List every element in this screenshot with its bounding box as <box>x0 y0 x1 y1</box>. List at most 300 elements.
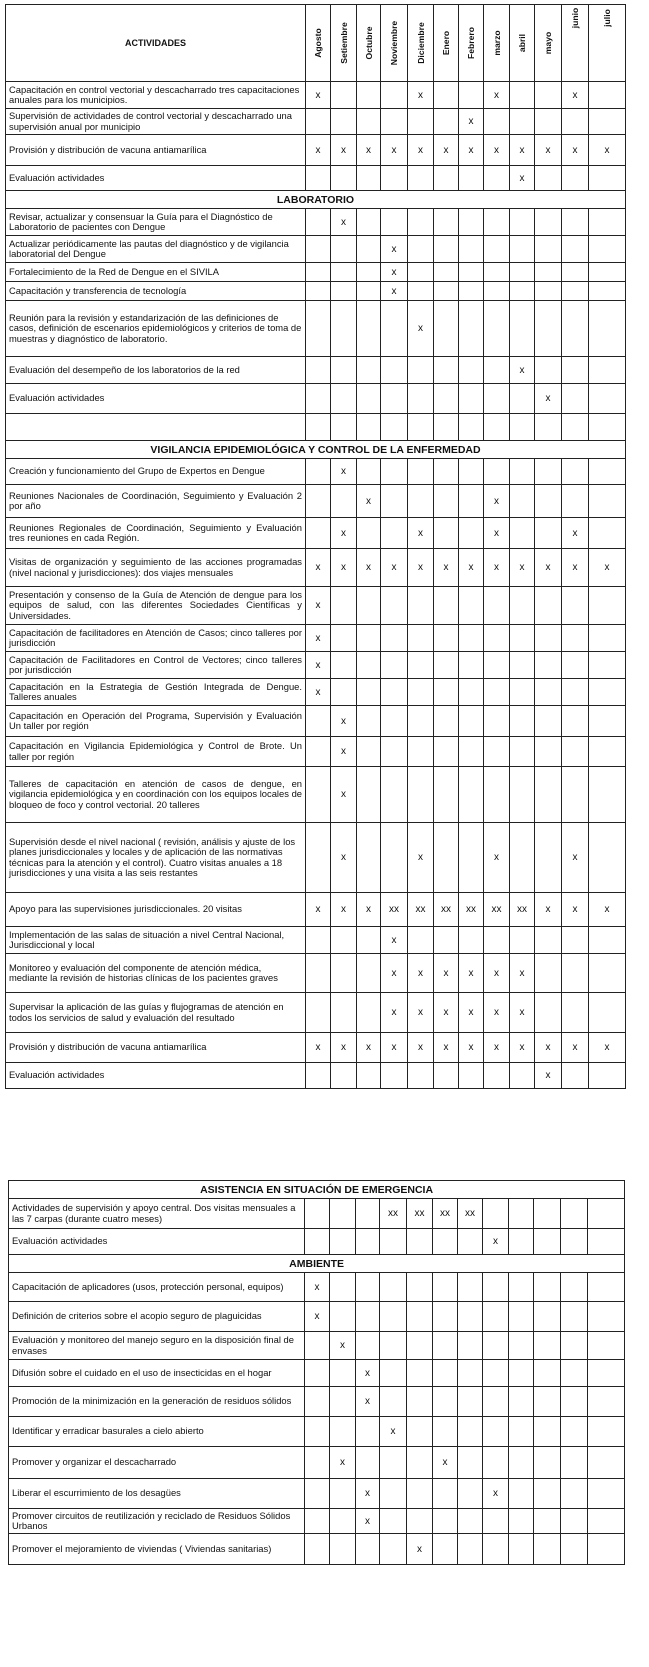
schedule-mark-cell <box>434 927 459 954</box>
schedule-mark-cell <box>433 1509 458 1534</box>
schedule-mark-cell <box>380 1534 407 1565</box>
schedule-mark-cell <box>535 652 562 679</box>
schedule-mark-cell <box>561 1509 588 1534</box>
activity-label: Capacitación de Facilitadores en Control de Vectores; cinco talleres por jurisdicción <box>6 652 306 679</box>
activity-label: Evaluación actividades <box>6 166 306 191</box>
schedule-mark-cell <box>306 927 331 954</box>
schedule-mark-cell <box>534 1332 561 1360</box>
schedule-mark-cell <box>562 282 589 301</box>
activity-label: Difusión sobre el cuidado en el uso de insecticidas en el hogar <box>9 1360 305 1387</box>
activity-label: Evaluación actividades <box>6 1063 306 1089</box>
schedule-mark-cell <box>562 384 589 414</box>
schedule-mark-cell: x <box>510 954 535 993</box>
schedule-mark-cell <box>535 587 562 625</box>
section-title: AMBIENTE <box>9 1255 625 1273</box>
schedule-mark-cell <box>434 737 459 767</box>
schedule-mark-cell: x <box>306 549 331 587</box>
activity-label: Creación y funcionamiento del Grupo de Expertos en Dengue <box>6 459 306 485</box>
schedule-mark-cell <box>458 1360 483 1387</box>
activity-row <box>6 282 626 301</box>
schedule-mark-cell <box>331 301 357 357</box>
schedule-mark-cell <box>510 82 535 109</box>
activity-row <box>6 549 626 587</box>
schedule-mark-cell <box>459 679 484 706</box>
schedule-mark-cell <box>562 652 589 679</box>
schedule-mark-cell: x <box>562 135 589 166</box>
schedule-mark-cell <box>535 166 562 191</box>
activity-label: Provisión y distribución de vacuna antiamarílica <box>6 1033 306 1063</box>
schedule-mark-cell <box>357 236 381 263</box>
schedule-mark-cell <box>357 109 381 135</box>
activity-label: Provisión y distribución de vacuna antiamarílica <box>6 135 306 166</box>
schedule-mark-cell <box>434 767 459 823</box>
schedule-mark-cell <box>561 1479 588 1509</box>
schedule-mark-cell <box>306 706 331 737</box>
schedule-mark-cell <box>510 109 535 135</box>
schedule-mark-cell <box>589 459 626 485</box>
schedule-mark-cell <box>381 679 408 706</box>
schedule-mark-cell <box>535 954 562 993</box>
activity-row <box>9 1332 625 1360</box>
schedule-mark-cell <box>458 1332 483 1360</box>
schedule-mark-cell <box>510 301 535 357</box>
activity-label: Monitoreo y evaluación del componente de atención médica, mediante la revisión de historias clínicas de los pacientes graves <box>6 954 306 993</box>
schedule-mark-cell <box>330 1302 356 1332</box>
schedule-mark-cell <box>306 993 331 1033</box>
schedule-mark-cell <box>356 1417 380 1447</box>
schedule-mark-cell <box>484 625 510 652</box>
schedule-mark-cell: x <box>510 993 535 1033</box>
schedule-mark-cell <box>434 652 459 679</box>
schedule-mark-cell <box>381 384 408 414</box>
schedule-mark-cell <box>510 587 535 625</box>
schedule-mark-cell <box>434 414 459 441</box>
schedule-mark-cell: x <box>381 282 408 301</box>
schedule-mark-cell <box>331 625 357 652</box>
schedule-mark-cell: x <box>331 459 357 485</box>
activity-label: Capacitación de aplicadores (usos, protección personal, equipos) <box>9 1273 305 1302</box>
activity-label: Evaluación actividades <box>9 1229 305 1255</box>
activity-label: Supervisión de actividades de control vectorial y descacharrado una supervisión anual por municipio <box>6 109 306 135</box>
activity-row <box>9 1387 625 1417</box>
schedule-mark-cell <box>305 1199 330 1229</box>
schedule-mark-cell <box>588 1199 625 1229</box>
schedule-mark-cell <box>484 927 510 954</box>
schedule-mark-cell <box>589 823 626 893</box>
schedule-mark-cell: x <box>562 1033 589 1063</box>
schedule-mark-cell <box>356 1199 380 1229</box>
schedule-mark-cell: x <box>306 82 331 109</box>
schedule-mark-cell <box>306 414 331 441</box>
activity-row <box>6 166 626 191</box>
schedule-mark-cell <box>459 1063 484 1089</box>
schedule-mark-cell <box>433 1479 458 1509</box>
schedule-mark-cell <box>459 737 484 767</box>
schedule-mark-cell <box>588 1417 625 1447</box>
schedule-mark-cell <box>589 518 626 549</box>
schedule-mark-cell <box>408 282 434 301</box>
schedule-mark-cell <box>484 263 510 282</box>
schedule-mark-cell: x <box>306 679 331 706</box>
activity-label: Promover el mejoramiento de viviendas ( Viviendas sanitarias) <box>9 1534 305 1565</box>
schedule-mark-cell <box>589 485 626 518</box>
schedule-mark-cell <box>535 414 562 441</box>
schedule-mark-cell: x <box>433 1447 458 1479</box>
activity-row <box>9 1302 625 1332</box>
schedule-mark-cell <box>535 737 562 767</box>
schedule-mark-cell <box>535 82 562 109</box>
schedule-mark-cell: x <box>305 1273 330 1302</box>
schedule-mark-cell <box>535 767 562 823</box>
schedule-mark-cell <box>330 1417 356 1447</box>
activity-label: Talleres de capacitación en atención de casos de dengue, en vigilancia epidemiológica y en coordinación con los equipos locales de bloqueo de foco y control vectorial. 20 talleres <box>6 767 306 823</box>
schedule-mark-cell <box>433 1273 458 1302</box>
schedule-mark-cell <box>589 706 626 737</box>
schedule-mark-cell <box>433 1332 458 1360</box>
activity-row <box>6 518 626 549</box>
activity-row <box>9 1360 625 1387</box>
schedule-mark-cell <box>459 301 484 357</box>
schedule-mark-cell <box>534 1447 561 1479</box>
schedule-mark-cell <box>434 587 459 625</box>
schedule-mark-cell <box>381 767 408 823</box>
schedule-mark-cell <box>357 166 381 191</box>
schedule-mark-cell <box>331 993 357 1033</box>
schedule-mark-cell: x <box>356 1360 380 1387</box>
schedule-mark-cell <box>331 357 357 384</box>
schedule-mark-cell: x <box>381 135 408 166</box>
schedule-mark-cell <box>562 706 589 737</box>
schedule-mark-cell <box>408 1063 434 1089</box>
activity-row <box>6 893 626 927</box>
schedule-mark-cell <box>459 384 484 414</box>
schedule-mark-cell <box>588 1479 625 1509</box>
schedule-mark-cell <box>434 823 459 893</box>
schedule-mark-cell <box>408 767 434 823</box>
schedule-mark-cell <box>357 459 381 485</box>
schedule-mark-cell <box>434 263 459 282</box>
schedule-mark-cell <box>509 1229 534 1255</box>
schedule-mark-cell <box>510 823 535 893</box>
activity-label: Presentación y consenso de la Guía de Atención de dengue para los equipos de salud, con las diferentes Sociedades Científicas y Universidades. <box>6 587 306 625</box>
schedule-mark-cell <box>535 823 562 893</box>
schedule-mark-cell <box>562 993 589 1033</box>
schedule-mark-cell <box>434 209 459 236</box>
schedule-mark-cell <box>331 1063 357 1089</box>
schedule-mark-cell: x <box>589 549 626 587</box>
schedule-mark-cell <box>357 384 381 414</box>
activity-row <box>9 1229 625 1255</box>
schedule-mark-cell: x <box>459 135 484 166</box>
schedule-mark-cell <box>484 706 510 737</box>
schedule-mark-cell: x <box>535 893 562 927</box>
activity-row <box>9 1417 625 1447</box>
month-header: marzo <box>484 5 510 82</box>
activity-label: Promover circuitos de reutilización y reciclado de Residuos Sólidos Urbanos <box>9 1509 305 1534</box>
schedule-mark-cell <box>483 1273 509 1302</box>
schedule-mark-cell <box>535 357 562 384</box>
schedule-mark-cell <box>459 282 484 301</box>
schedule-mark-cell: x <box>381 954 408 993</box>
schedule-mark-cell: xx <box>458 1199 483 1229</box>
activity-row <box>6 767 626 823</box>
schedule-mark-cell <box>408 706 434 737</box>
activity-row <box>6 993 626 1033</box>
schedule-mark-cell: x <box>484 954 510 993</box>
schedule-mark-cell: x <box>535 1063 562 1089</box>
schedule-mark-cell: x <box>408 1033 434 1063</box>
schedule-mark-cell <box>561 1273 588 1302</box>
month-header: junio <box>562 5 589 82</box>
schedule-mark-cell <box>330 1360 356 1387</box>
schedule-mark-cell <box>458 1387 483 1417</box>
schedule-mark-cell <box>357 301 381 357</box>
schedule-mark-cell: x <box>331 209 357 236</box>
schedule-mark-cell <box>562 767 589 823</box>
schedule-mark-cell: x <box>562 518 589 549</box>
schedule-mark-cell: x <box>459 109 484 135</box>
schedule-mark-cell <box>381 357 408 384</box>
schedule-mark-cell <box>459 236 484 263</box>
schedule-mark-cell <box>510 282 535 301</box>
schedule-mark-cell <box>510 485 535 518</box>
activity-row <box>6 263 626 282</box>
schedule-mark-cell <box>534 1360 561 1387</box>
schedule-mark-cell <box>483 1332 509 1360</box>
schedule-mark-cell: x <box>306 587 331 625</box>
schedule-mark-cell: x <box>356 1509 380 1534</box>
schedule-mark-cell: x <box>408 954 434 993</box>
schedule-mark-cell <box>306 166 331 191</box>
schedule-mark-cell <box>562 263 589 282</box>
schedule-mark-cell <box>356 1534 380 1565</box>
schedule-mark-cell <box>306 518 331 549</box>
schedule-mark-cell <box>458 1447 483 1479</box>
activity-label: Definición de criterios sobre el acopio seguro de plaguicidas <box>9 1302 305 1332</box>
section-title: ASISTENCIA EN SITUACIÓN DE EMERGENCIA <box>9 1181 625 1199</box>
schedule-mark-cell: xx <box>408 893 434 927</box>
activity-row <box>6 357 626 384</box>
schedule-mark-cell <box>534 1534 561 1565</box>
schedule-mark-cell: x <box>510 135 535 166</box>
schedule-mark-cell <box>434 301 459 357</box>
schedule-mark-cell <box>458 1417 483 1447</box>
schedule-mark-cell <box>381 82 408 109</box>
schedule-mark-cell: x <box>381 236 408 263</box>
schedule-mark-cell <box>589 587 626 625</box>
schedule-mark-cell <box>484 1063 510 1089</box>
schedule-mark-cell <box>589 263 626 282</box>
schedule-mark-cell: x <box>434 549 459 587</box>
month-header: Enero <box>434 5 459 82</box>
schedule-mark-cell: xx <box>380 1199 407 1229</box>
activity-row <box>9 1447 625 1479</box>
schedule-mark-cell <box>458 1534 483 1565</box>
activity-row <box>6 485 626 518</box>
schedule-mark-cell <box>306 737 331 767</box>
schedule-mark-cell <box>458 1509 483 1534</box>
schedule-mark-cell <box>330 1229 356 1255</box>
schedule-mark-cell: x <box>306 135 331 166</box>
schedule-mark-cell <box>331 282 357 301</box>
schedule-mark-cell <box>562 209 589 236</box>
schedule-mark-cell: x <box>484 82 510 109</box>
schedule-mark-cell <box>459 459 484 485</box>
schedule-mark-cell <box>588 1229 625 1255</box>
schedule-mark-cell <box>535 679 562 706</box>
schedule-mark-cell: xx <box>434 893 459 927</box>
activity-row <box>6 823 626 893</box>
section-header-row <box>6 441 626 459</box>
schedule-mark-cell <box>408 625 434 652</box>
schedule-mark-cell <box>380 1447 407 1479</box>
activity-label: Supervisión desde el nivel nacional ( revisión, análisis y ajuste de los planes jurisdiccionales y locales y de aplicación de las normativas técnicas para la atención y el control). Cuatro visitas anuales a 18 jurisdicciones y una visita a las seis restantes <box>6 823 306 893</box>
schedule-mark-cell <box>459 209 484 236</box>
schedule-mark-cell: x <box>535 135 562 166</box>
schedule-mark-cell <box>562 1063 589 1089</box>
schedule-mark-cell <box>381 706 408 737</box>
schedule-mark-cell <box>484 679 510 706</box>
schedule-mark-cell <box>535 109 562 135</box>
schedule-mark-cell <box>534 1302 561 1332</box>
schedule-mark-cell <box>357 679 381 706</box>
activity-label: Promover y organizar el descacharrado <box>9 1447 305 1479</box>
activity-row <box>6 1033 626 1063</box>
schedule-mark-cell: x <box>510 357 535 384</box>
schedule-mark-cell <box>331 82 357 109</box>
schedule-mark-cell <box>459 82 484 109</box>
schedule-mark-cell <box>459 166 484 191</box>
schedule-mark-cell: x <box>408 82 434 109</box>
activity-label: Capacitación y transferencia de tecnología <box>6 282 306 301</box>
schedule-mark-cell <box>484 737 510 767</box>
schedule-mark-cell <box>562 927 589 954</box>
activity-label: Actividades de supervisión y apoyo central. Dos visitas mensuales a las 7 carpas (durante cuatro meses) <box>9 1199 305 1229</box>
schedule-mark-cell <box>589 737 626 767</box>
activity-row <box>6 109 626 135</box>
schedule-mark-cell <box>408 459 434 485</box>
schedule-mark-cell <box>483 1509 509 1534</box>
schedule-mark-cell: x <box>305 1302 330 1332</box>
activity-label: Capacitación en la Estrategia de Gestión Integrada de Dengue. Talleres anuales <box>6 679 306 706</box>
schedule-mark-cell <box>534 1479 561 1509</box>
schedule-mark-cell <box>562 236 589 263</box>
schedule-mark-cell <box>408 652 434 679</box>
schedule-mark-cell <box>356 1302 380 1332</box>
month-header: Noviembre <box>381 5 408 82</box>
schedule-mark-cell <box>589 357 626 384</box>
schedule-mark-cell <box>509 1360 534 1387</box>
schedule-mark-cell <box>356 1447 380 1479</box>
schedule-mark-cell <box>434 518 459 549</box>
schedule-mark-cell <box>306 459 331 485</box>
schedule-mark-cell <box>306 263 331 282</box>
schedule-mark-cell: x <box>381 927 408 954</box>
schedule-mark-cell <box>562 679 589 706</box>
schedule-mark-cell: x <box>306 1033 331 1063</box>
schedule-mark-cell <box>484 109 510 135</box>
schedule-mark-cell: x <box>434 135 459 166</box>
activity-label: Reuniones Regionales de Coordinación, Seguimiento y Evaluación tres reuniones en cada Región. <box>6 518 306 549</box>
schedule-mark-cell: x <box>408 549 434 587</box>
schedule-mark-cell <box>357 823 381 893</box>
schedule-mark-cell: x <box>510 166 535 191</box>
schedule-mark-cell <box>306 485 331 518</box>
activity-row <box>6 587 626 625</box>
schedule-mark-cell <box>562 109 589 135</box>
header-row <box>6 5 626 82</box>
schedule-mark-cell <box>589 209 626 236</box>
schedule-mark-cell <box>381 625 408 652</box>
schedule-mark-cell <box>562 459 589 485</box>
schedule-mark-cell <box>434 282 459 301</box>
schedule-mark-cell: x <box>589 893 626 927</box>
schedule-mark-cell <box>408 166 434 191</box>
schedule-mark-cell: x <box>330 1447 356 1479</box>
schedule-mark-cell <box>380 1387 407 1417</box>
schedule-mark-cell <box>357 652 381 679</box>
schedule-mark-cell <box>510 459 535 485</box>
schedule-mark-cell <box>459 357 484 384</box>
schedule-mark-cell <box>459 485 484 518</box>
schedule-mark-cell <box>381 485 408 518</box>
schedule-mark-cell <box>407 1479 433 1509</box>
schedule-mark-cell <box>357 518 381 549</box>
schedule-mark-cell <box>510 384 535 414</box>
schedule-mark-cell: xx <box>459 893 484 927</box>
schedule-mark-cell <box>458 1302 483 1332</box>
schedule-mark-cell <box>306 209 331 236</box>
activity-row <box>6 927 626 954</box>
schedule-mark-cell <box>331 679 357 706</box>
schedule-mark-cell <box>509 1273 534 1302</box>
activity-row <box>9 1534 625 1565</box>
schedule-mark-cell <box>509 1447 534 1479</box>
schedule-mark-cell <box>510 652 535 679</box>
schedule-mark-cell <box>331 652 357 679</box>
schedule-mark-cell <box>381 301 408 357</box>
schedule-mark-cell <box>380 1229 407 1255</box>
schedule-mark-cell <box>305 1360 330 1387</box>
schedule-mark-cell: x <box>510 1033 535 1063</box>
schedule-mark-cell <box>510 706 535 737</box>
schedule-mark-cell <box>434 679 459 706</box>
actividades-header: ACTIVIDADES <box>6 5 306 82</box>
schedule-mark-cell <box>306 301 331 357</box>
schedule-mark-cell <box>357 954 381 993</box>
schedule-mark-cell <box>408 679 434 706</box>
schedule-mark-cell <box>510 518 535 549</box>
schedule-mark-cell <box>408 209 434 236</box>
schedule-mark-cell <box>306 357 331 384</box>
schedule-mark-cell <box>381 414 408 441</box>
schedule-mark-cell: x <box>331 135 357 166</box>
schedule-mark-cell <box>433 1302 458 1332</box>
schedule-mark-cell <box>562 414 589 441</box>
schedule-mark-cell <box>331 236 357 263</box>
schedule-mark-cell <box>356 1229 380 1255</box>
schedule-mark-cell <box>434 357 459 384</box>
schedule-mark-cell <box>305 1534 330 1565</box>
activity-label: Promoción de la minimización en la generación de residuos sólidos <box>9 1387 305 1417</box>
month-header: julio <box>589 5 626 82</box>
schedule-mark-cell <box>484 767 510 823</box>
section-header-row <box>6 191 626 209</box>
schedule-mark-cell <box>589 767 626 823</box>
schedule-mark-cell <box>459 587 484 625</box>
schedule-mark-cell: x <box>484 1033 510 1063</box>
activity-label: Capacitación en control vectorial y descacharrado tres capacitaciones anuales para los municipios. <box>6 82 306 109</box>
